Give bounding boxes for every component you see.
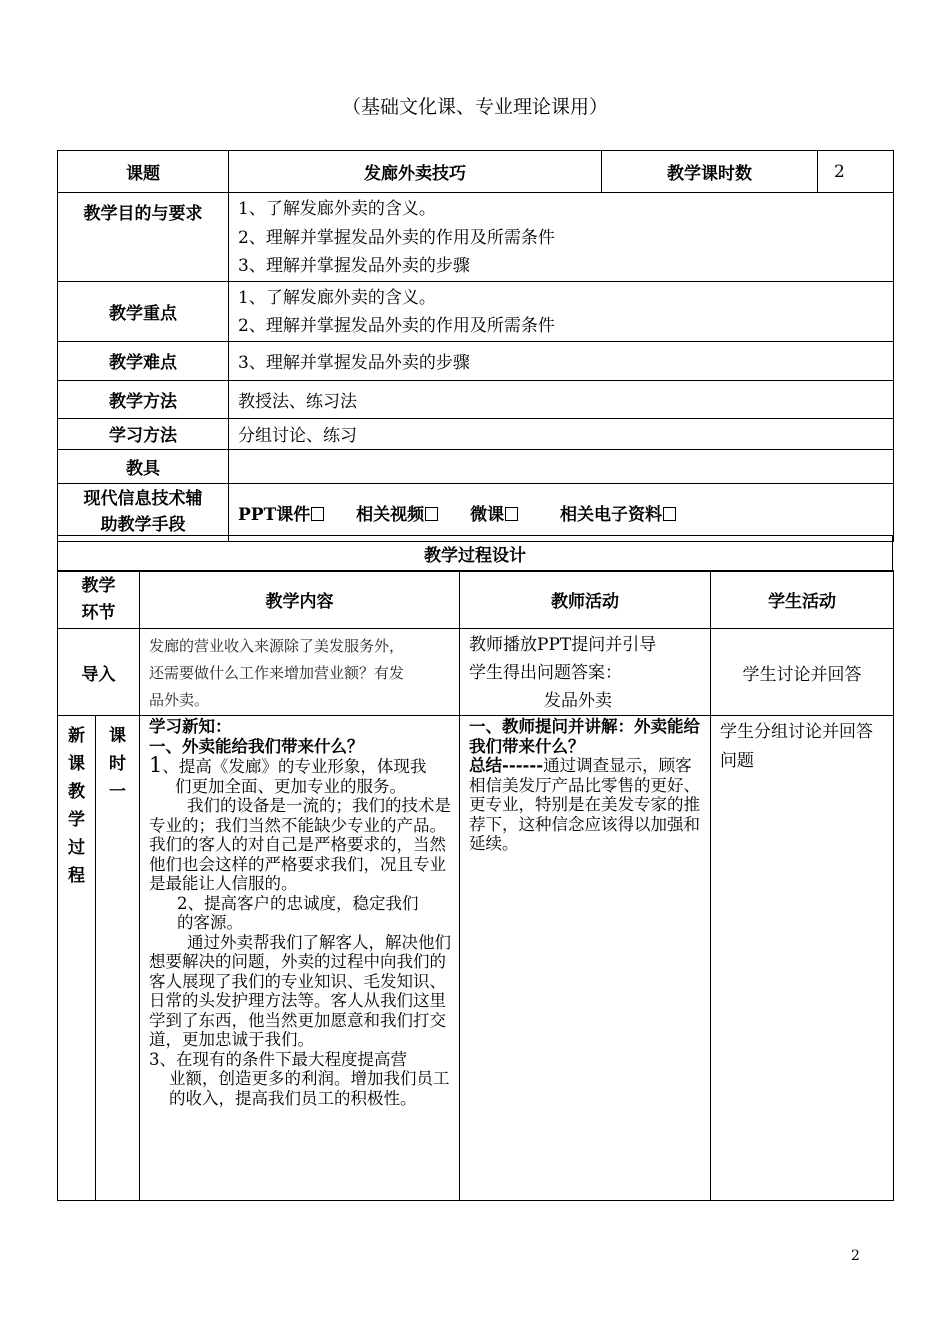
goals-list [229,193,894,282]
point-number: 1 [149,753,163,777]
key-point-item: 1、了解发廊外卖的含义。 [238,287,436,308]
intro-teacher-line: 学生得出问题答案： [469,663,622,683]
new-lesson-student: 学生分组讨论并回答问题 [711,716,894,1201]
stage-char: 学 [68,810,85,830]
learning-method-label: 学习方法 [58,418,229,449]
intro-content-line: 发廊的营业收入来源除了美发服务外， [149,637,405,655]
topic-value: 发廊外卖技巧 [229,151,602,193]
checkbox-icon[interactable] [425,507,438,521]
page-number: 2 [851,1248,860,1264]
goal-item: 2、理解并掌握发品外卖的作用及所需条件 [238,227,555,248]
col-stage-header-line: 教学 [81,575,116,596]
tools-value [229,449,894,483]
learning-method-value: 分组讨论、练习 [229,418,894,449]
option-e-materials[interactable]: 相关电子资料 [560,505,676,525]
page-subtitle: （基础文化课、专业理论课用） [341,96,608,118]
checkbox-icon[interactable] [505,507,518,521]
it-support-label-line: 现代信息技术辅 [83,489,203,509]
key-point-item: 2、理解并掌握发品外卖的作用及所需条件 [238,316,555,336]
stage-char: 教 [68,782,85,802]
col-content-header: 教学内容 [140,571,460,629]
intro-teacher [460,629,711,716]
process-table [57,570,894,1201]
tools-label: 教具 [58,449,229,483]
process-title: 教学过程设计 [58,536,893,572]
teaching-method-value: 教授法、练习法 [229,380,894,418]
teacher-heading: 一、教师提问并讲解：外卖能给我们带来什么？ [469,717,700,756]
new-lesson-teacher [460,716,711,1201]
content-paragraph: 我们的设备是一流的；我们的技术是专业的；我们当然不能缺少专业的产品。我们的客人的对自己是严格要求的，当然他们也会这样的严格要求我们，况且专业是最能让人信服的。 [149,796,451,893]
goal-item: 1、了解发廊外卖的含义。 [238,199,436,219]
hours-value: 2 [818,151,894,193]
intro-content-line: 还需要做什么工作来增加营业额？有发 [149,664,405,682]
difficulty-item: 3、理解并掌握发品外卖的步骤 [229,341,894,380]
stage-char: 过 [68,838,85,858]
col-stage-header-line: 环节 [81,602,116,623]
intro-content [140,629,460,716]
col-teacher-header: 教师活动 [460,571,711,629]
stage-char: 程 [68,866,85,886]
content-point-1 [149,753,453,777]
checkbox-icon[interactable] [311,507,324,521]
summary-text: 通过调查显示，顾客相信美发厅产品比零售的更好、更专业，特别是在美发专家的推荐下，这种信念应该得以加强和延续。 [469,756,700,853]
new-lesson-content [140,716,460,1201]
content-heading: 学习新知： [149,717,232,736]
difficulties-label: 教学难点 [58,341,229,380]
option-ppt[interactable]: PPT课件 [238,505,324,525]
topic-label: 课题 [58,151,229,193]
intro-student: 学生讨论并回答 [711,629,894,716]
intro-stage: 导入 [58,629,140,716]
option-video[interactable]: 相关视频 [356,505,438,525]
teaching-method-label: 教学方法 [58,380,229,418]
col-student-header: 学生活动 [711,571,894,629]
intro-teacher-line: 教师播放PPT提问并引导 [469,635,657,655]
point-text: 、提高《发廊》的专业形象，体现我 [162,757,427,776]
option-microlesson[interactable]: 微课 [470,505,518,525]
hours-label: 教学课时数 [602,151,818,193]
intro-content-line: 品外卖。 [149,691,210,709]
goals-label: 教学目的与要求 [58,193,229,282]
summary-label: 总结------ [469,756,544,775]
it-support-options [229,483,894,541]
process-title-table [57,535,893,572]
period-char: 课 [109,726,126,746]
content-heading: 一、外卖能给我们带来什么？ [149,736,364,756]
goal-item: 3、理解并掌握发品外卖的步骤 [238,256,470,276]
period-char: 时 [109,754,126,774]
content-point-3-cont: 业额，创造更多的利润。增加我们员工的收入，提高我们员工的积极性。 [169,1069,450,1108]
new-lesson-period [96,716,140,1201]
it-support-label-line: 助教学手段 [100,515,186,535]
stage-char: 课 [68,754,85,774]
content-point-1-cont: 们更加全面、更加专业的服务。 [175,776,406,796]
content-point-3: 3、在现有的条件下最大程度提高营 [149,1049,407,1069]
stage-char: 新 [68,726,85,746]
period-char: 一 [109,782,126,802]
content-paragraph: 通过外卖帮我们了解客人，解决他们想要解决的问题，外卖的过程中向我们的客人展现了我们的专业知识、毛发知识、日常的头发护理方法等。客人从我们这里学到了东西，他当然更加愿意和我们打交道，更加忠诚于我们。 [149,932,451,1049]
key-points-label: 教学重点 [58,281,229,341]
lesson-info-table [57,150,894,542]
it-support-label [58,483,229,541]
content-point-2: 2、提高客户的忠诚度，稳定我们 [177,893,419,913]
new-lesson-stage [58,716,96,1201]
intro-teacher-answer: 发品外卖 [544,691,612,711]
teacher-summary [469,756,702,854]
key-points-list [229,281,894,341]
col-stage-header [58,571,140,629]
content-point-2-cont: 的客源。 [177,913,243,932]
checkbox-icon[interactable] [663,507,676,521]
